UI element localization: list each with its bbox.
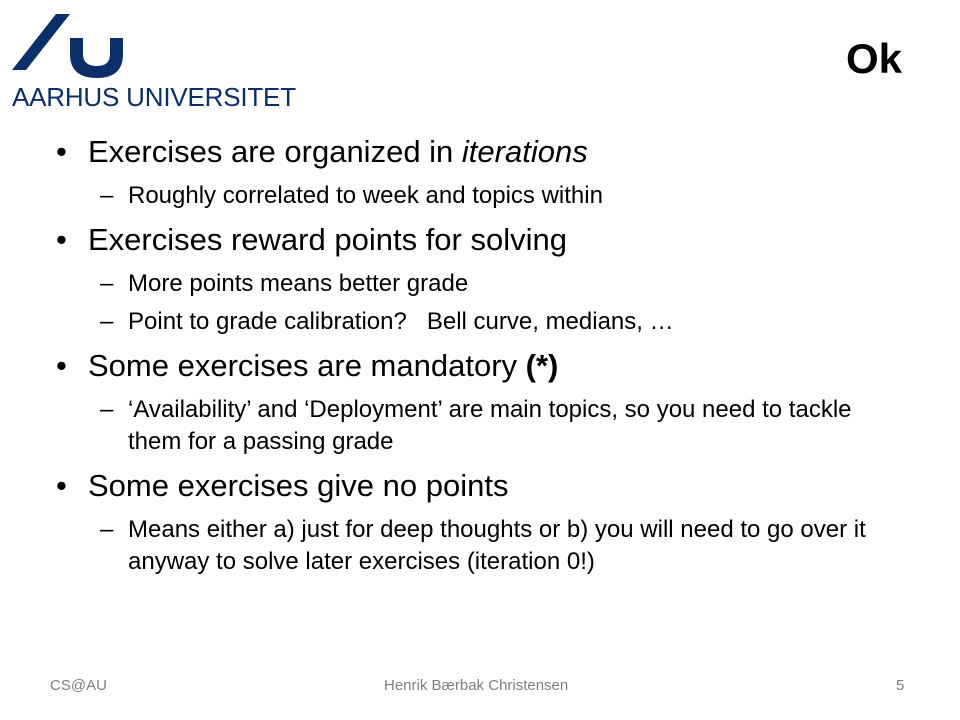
bullet-marker: • <box>56 468 67 503</box>
dash-marker: – <box>100 182 114 209</box>
sub-bullet-text: Means either a) just for deep thoughts or b) you will need to go over it anyway to solve later exercises (iteration 0!) <box>128 516 866 575</box>
sub-bullet-item <box>50 514 910 578</box>
sub-bullet-text: Roughly correlated to week and topics within <box>128 182 603 209</box>
footer-author: Henrik Bærbak Christensen <box>384 677 569 694</box>
bullet-item <box>50 344 910 388</box>
bullet-text: Some exercises are mandatory <box>88 348 526 383</box>
footer-left-text: CS@AU <box>50 677 107 694</box>
aarhus-university-logo-mark-icon <box>12 10 124 80</box>
dash-marker: – <box>100 516 114 543</box>
sub-bullet-text: More points means better grade <box>128 270 469 297</box>
dash-marker: – <box>100 308 114 335</box>
bullet-text: Exercises are organized in <box>88 134 462 169</box>
bullet-marker: • <box>56 134 67 169</box>
sub-bullet-item <box>50 180 910 212</box>
bullet-list <box>50 128 910 584</box>
bullet-text: Exercises reward points for solving <box>88 222 567 257</box>
sub-bullet-text: ‘Availability’ and ‘Deployment’ are main topics, so you need to tackle them for a passing grade <box>128 396 852 455</box>
bullet-item <box>50 464 910 508</box>
bullet-item <box>50 218 910 262</box>
page-number: 5 <box>896 677 905 694</box>
bullet-marker: • <box>56 222 67 257</box>
slide-title: Ok <box>845 35 902 82</box>
sub-bullet-item <box>50 394 910 458</box>
dash-marker: – <box>100 270 114 297</box>
bullet-item <box>50 130 910 174</box>
logo-wordmark: AARHUS UNIVERSITET <box>12 82 296 112</box>
sub-bullet-text: Point to grade calibration? Bell curve, medians, … <box>128 308 674 335</box>
aarhus-university-logo <box>12 10 296 112</box>
bullet-text-bold: (*) <box>525 348 559 383</box>
dash-marker: – <box>100 396 114 423</box>
bullet-text-italic: iterations <box>461 134 588 169</box>
sub-bullet-item <box>50 306 910 338</box>
bullet-text: Some exercises give no points <box>88 468 509 503</box>
bullet-marker: • <box>56 348 67 383</box>
sub-bullet-item <box>50 268 910 300</box>
